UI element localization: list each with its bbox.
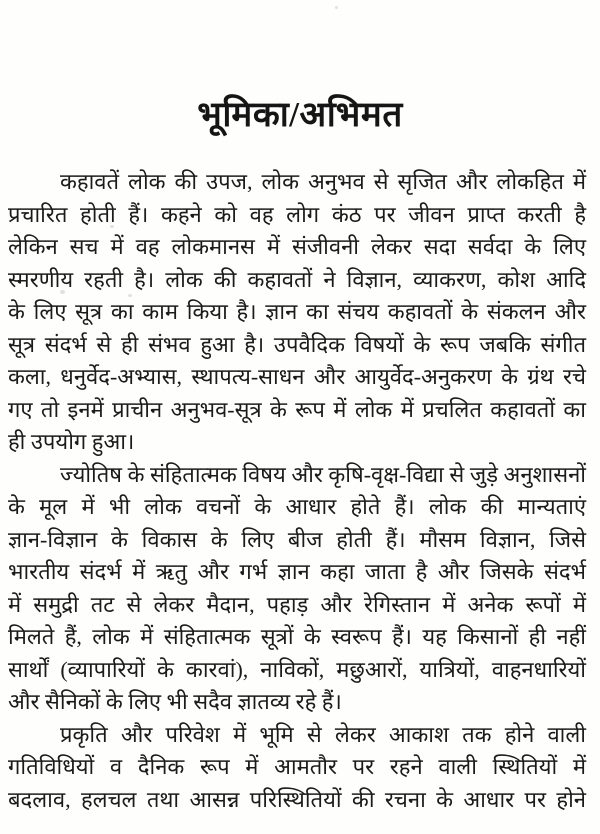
- text-line: के लिए सूत्र का काम किया है। ज्ञान का संचय कहावतों के संकलन और: [8, 299, 586, 324]
- page-title: भूमिका/अभिमत: [197, 95, 403, 134]
- text-line: मिलते हैं, लोक में संहितात्मक सूत्रों के स्वरूप हैं। यह किसानों ही नहीं: [8, 624, 586, 649]
- text-line: प्रकृति और परिवेश में भूमि से लेकर आकाश तक होने वाली: [60, 721, 586, 747]
- text-line: कहावतें लोक की उपज, लोक अनुभव से सृजित और लोकहित में: [60, 169, 586, 194]
- text-line: और सैनिकों के लिए भी सदैव ज्ञातव्य रहे हैं।: [8, 689, 342, 714]
- page-body: [8, 166, 586, 816]
- text-line: कला, धनुर्वेद-अभ्यास, स्थापत्य-साधन और आयुर्वेद-अनुकरण के ग्रंथ रचे: [8, 364, 586, 389]
- text-line: ज्योतिष के संहितात्मक विषय और कृषि-वृक्ष-विद्या से जुड़े अनुशासनों: [60, 461, 586, 487]
- text-line: सूत्र संदर्भ से ही संभव हुआ है। उपवैदिक विषयों के रूप जबकि संगीत: [8, 331, 586, 357]
- text-line: स्मरणीय रहती है। लोक की कहावतों ने विज्ञान, व्याकरण, कोश आदि: [8, 266, 586, 292]
- text-line: भारतीय संदर्भ में ऋतु और गर्भ ज्ञान कहा जाता है और जिसके संदर्भ: [8, 559, 586, 584]
- text-line: ही उपयोग हुआ।: [8, 429, 135, 454]
- scan-speckle: [335, 6, 338, 9]
- text-line: गतिविधियों व दैनिक रूप में आमतौर पर रहने वाली स्थितियों में: [8, 754, 586, 779]
- text-line: प्रचारित होती हैं। कहने को वह लोग कंठ पर जीवन प्राप्त करती है: [8, 201, 586, 227]
- text-line: ज्ञान-विज्ञान के विकास के लिए बीज होती हैं। मौसम विज्ञान, जिसे: [8, 526, 586, 552]
- text-line: के मूल में भी लोक वचनों के आधार होते हैं। लोक की मान्यताएं: [8, 494, 586, 519]
- text-line: में समुद्री तट से लेकर मैदान, पहाड़ और रेगिस्तान में अनेक रूपों में: [8, 591, 586, 617]
- text-line: सार्थों (व्यापारियों के कारवां), नाविकों, मछुआरों, यात्रियों, वाहनधारियों: [8, 656, 586, 682]
- text-line: लेकिन सच में वह लोकमानस में संजीवनी लेकर सदा सर्वदा के लिए: [8, 234, 586, 259]
- text-line: बदलाव, हलचल तथा आसन्न परिस्थितियों की रचना के आधार पर होने: [8, 786, 586, 812]
- text-line: गए तो इनमें प्राचीन अनुभव-सूत्र के रूप में लोक में प्रचलित कहावतों का: [8, 396, 586, 422]
